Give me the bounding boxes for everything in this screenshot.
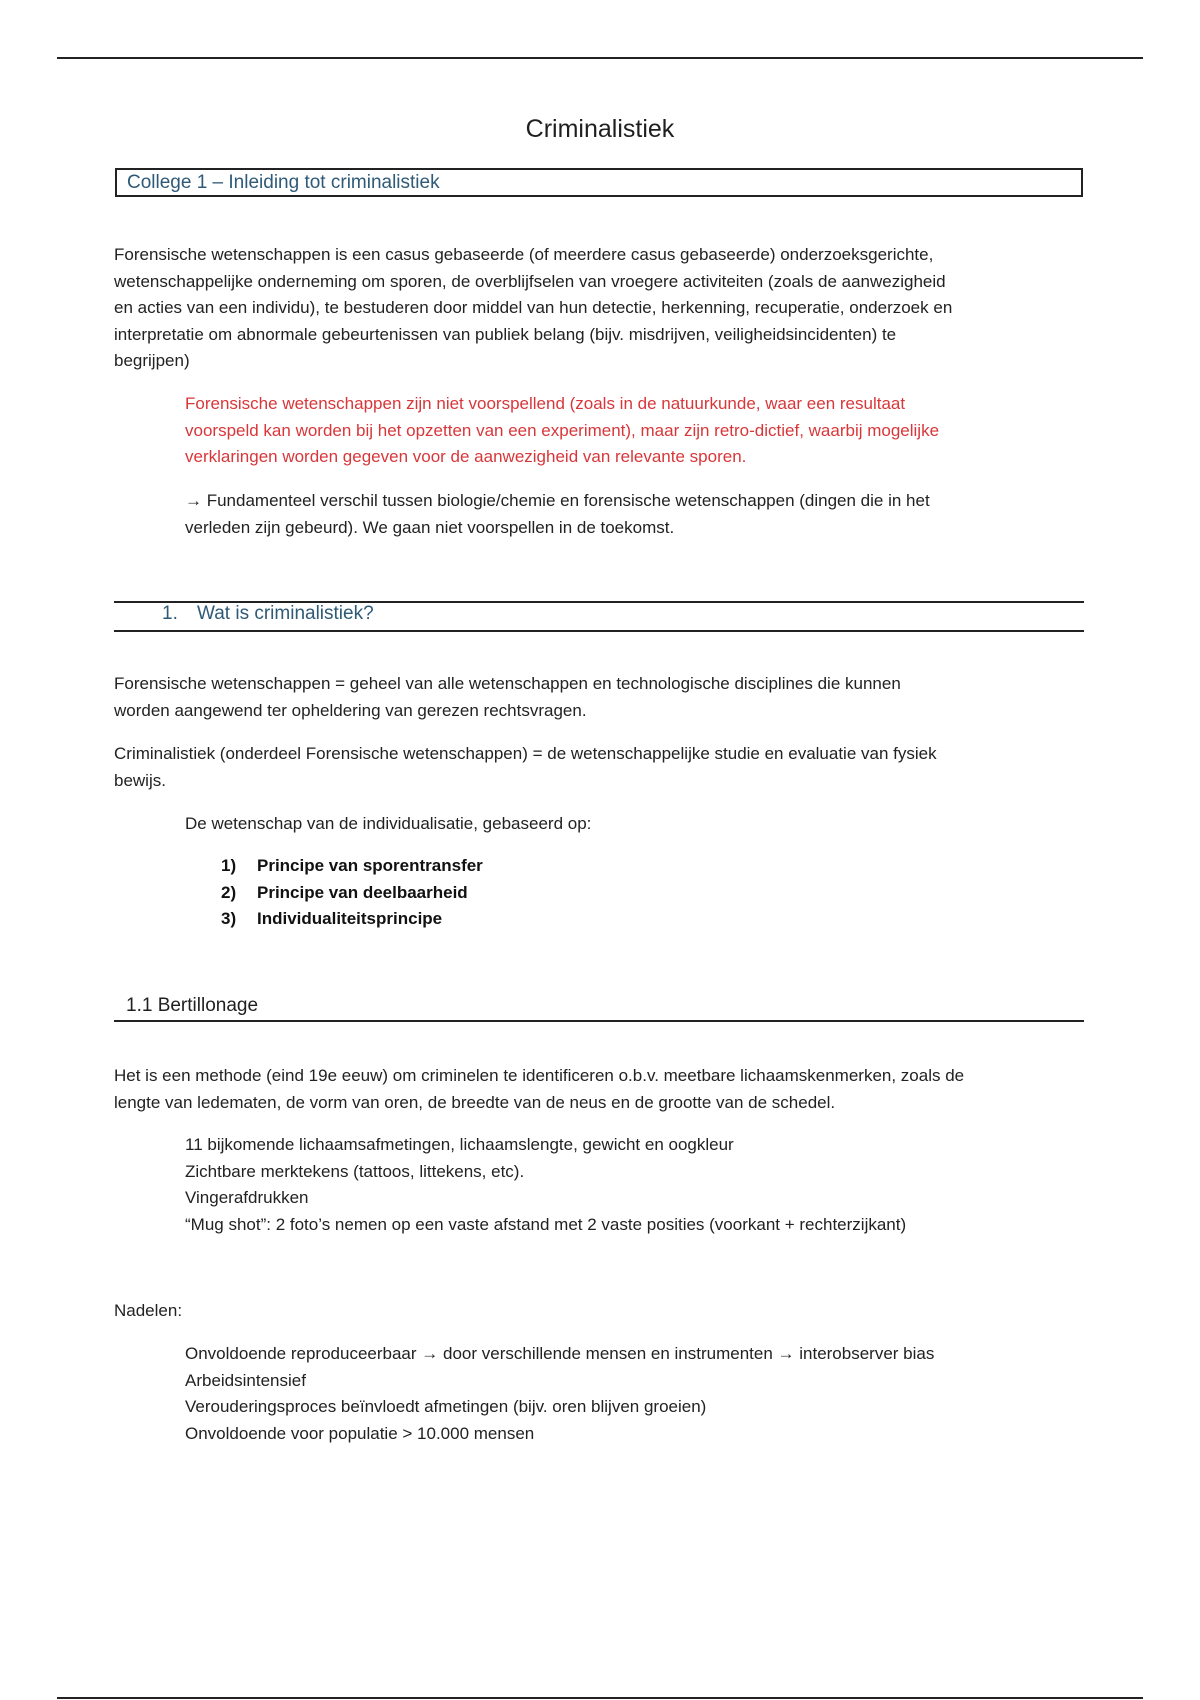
text-line: Criminalistiek (onderdeel Forensische wetenschappen) = de wetenschappelijke studie en evaluatie van fysiek xyxy=(114,744,937,763)
list-item-label: Principe van deelbaarheid xyxy=(257,882,468,902)
list-item: Arbeidsintensief xyxy=(185,1370,306,1390)
subsection-heading: 1.1 Bertillonage xyxy=(126,995,259,1016)
text-line: lengte van ledematen, de vorm van oren, de breedte van de neus en de grootte van de schedel. xyxy=(114,1092,836,1112)
list-item-label: Individualiteitsprincipe xyxy=(257,909,443,928)
section-1-heading xyxy=(162,603,374,625)
text-line: wetenschappelijke onderneming om sporen, de overblijfselen van vroegere activiteiten (zoals de aanwezigheid xyxy=(114,271,946,291)
text-line: Forensische wetenschappen is een casus gebaseerde (of meerdere casus gebaseerde) onderzoeksgerichte, xyxy=(114,245,934,264)
list-item-number: 3) xyxy=(221,909,237,928)
text-line: verklaringen worden gegeven voor de aanwezigheid van relevante sporen. xyxy=(185,447,747,466)
bertillonage-features xyxy=(185,1132,1085,1238)
list-item: Onvoldoende voor populatie > 10.000 mensen xyxy=(185,1423,535,1443)
list-item xyxy=(221,906,483,933)
text-line: Forensische wetenschappen = geheel van alle wetenschappen en technologische disciplines die kunnen xyxy=(114,674,901,693)
text-line: verleden zijn gebeurd). We gaan niet voorspellen in de toekomst. xyxy=(185,517,675,537)
retrodictive-note xyxy=(185,391,1085,471)
text-line: → Fundamenteel verschil tussen biologie/chemie en forensische wetenschappen (dingen die in het xyxy=(185,491,930,510)
list-item xyxy=(221,880,483,907)
individualization-intro: De wetenschap van de individualisatie, gebaseerd op: xyxy=(185,814,592,833)
list-item-number: 2) xyxy=(221,882,237,902)
document-title: Criminalistiek xyxy=(525,115,675,143)
college-heading: College 1 – Inleiding tot criminalistiek xyxy=(127,172,440,193)
list-item: Vingerafdrukken xyxy=(185,1188,309,1207)
list-item: Verouderingsproces beïnvloedt afmetingen (bijv. oren blijven groeien) xyxy=(185,1397,707,1416)
criminalistics-def xyxy=(114,741,1094,794)
principles-list xyxy=(221,853,483,933)
bottom-page-rule xyxy=(57,1697,1143,1699)
text-line: worden aangewend ter opheldering van gerezen rechtsvragen. xyxy=(114,700,587,720)
text-line: begrijpen) xyxy=(114,351,190,370)
section-heading-bottom-rule xyxy=(114,630,1084,632)
list-item: 11 bijkomende lichaamsafmetingen, lichaamslengte, gewicht en oogkleur xyxy=(185,1135,734,1154)
text-line: voorspeld kan worden bij het opzetten van een experiment), maar zijn retro-dictief, waarbij mogelijke xyxy=(185,420,940,440)
text-line: interpretatie om abnormale gebeurtenissen van publiek belang (bijv. misdrijven, veiligheidsincidenten) te xyxy=(114,324,897,344)
bertillonage-method xyxy=(114,1063,1094,1116)
top-page-rule xyxy=(57,57,1143,59)
text-line: bewijs. xyxy=(114,770,166,790)
list-item: Onvoldoende reproduceerbaar → door verschillende mensen en instrumenten → interobserver bias xyxy=(185,1344,935,1363)
list-item: “Mug shot”: 2 foto’s nemen op een vaste afstand met 2 vaste posities (voorkant + rechterzijkant) xyxy=(185,1214,907,1234)
list-item-label: Principe van sporentransfer xyxy=(257,856,483,875)
subsection-heading-rule xyxy=(114,1020,1084,1022)
forensic-sciences-def xyxy=(114,671,1094,724)
text-line: en acties van een individu), te bestuderen door middel van hun detectie, herkenning, recuperatie, onderzoek en xyxy=(114,298,953,317)
college-heading-box xyxy=(115,168,1083,197)
section-title: Wat is criminalistiek? xyxy=(197,603,374,624)
forensic-science-definition xyxy=(114,242,1094,375)
fundamental-difference-note xyxy=(185,488,1085,541)
text-line: Forensische wetenschappen zijn niet voorspellend (zoals in de natuurkunde, waar een resultaat xyxy=(185,394,906,413)
list-item-number: 1) xyxy=(221,856,237,875)
list-item xyxy=(221,853,483,880)
text-line: Het is een methode (eind 19e eeuw) om criminelen te identificeren o.b.v. meetbare lichaamskenmerken, zoals de xyxy=(114,1066,965,1085)
list-item: Zichtbare merktekens (tattoos, littekens, etc). xyxy=(185,1161,525,1181)
drawbacks-list xyxy=(185,1341,1085,1447)
drawbacks-label: Nadelen: xyxy=(114,1301,183,1320)
section-number: 1. xyxy=(162,603,178,624)
